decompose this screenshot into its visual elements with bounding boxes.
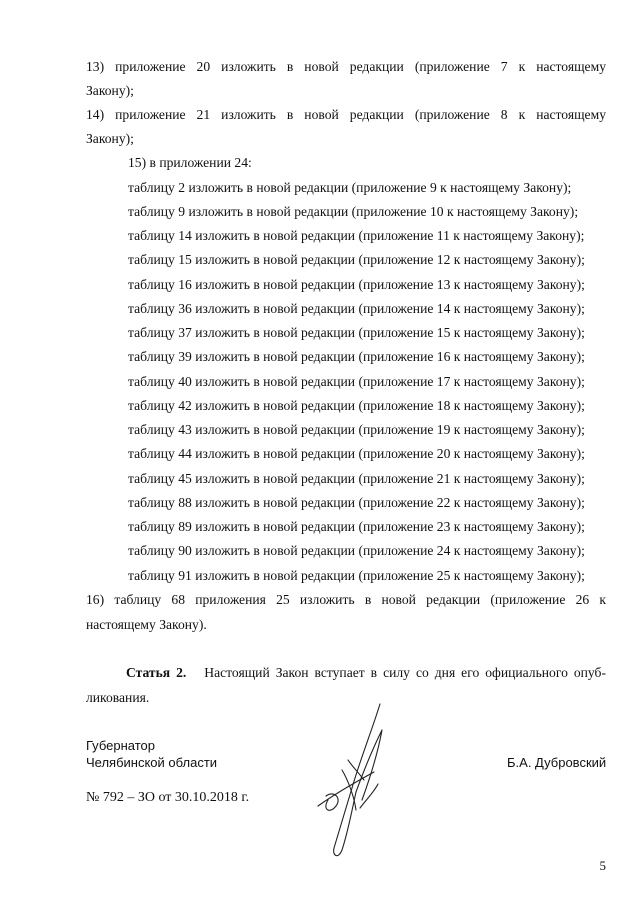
table-line: таблицу 36 изложить в новой редакции (приложение 14 к настоящему Закону);: [128, 301, 585, 316]
table-line: таблицу 44 изложить в новой редакции (приложение 20 к настоящему Закону);: [128, 446, 585, 461]
table-line: таблицу 88 изложить в новой редакции (приложение 22 к настоящему Закону);: [128, 495, 585, 510]
item-16-line1: 16) таблицу 68 приложения 25 изложить в новой редакции (приложение 26 к: [86, 592, 606, 607]
item-13-line2: Закону);: [86, 83, 134, 98]
table-line: таблицу 89 изложить в новой редакции (приложение 23 к настоящему Закону);: [128, 519, 585, 534]
page-number: 5: [599, 858, 606, 873]
item-15: 15) в приложении 24:: [128, 155, 252, 170]
table-line: таблицу 37 изложить в новой редакции (приложение 15 к настоящему Закону);: [128, 325, 585, 340]
table-line: таблицу 40 изложить в новой редакции (приложение 17 к настоящему Закону);: [128, 374, 585, 389]
table-line: таблицу 39 изложить в новой редакции (приложение 16 к настоящему Закону);: [128, 349, 585, 364]
item-14-line2: Закону);: [86, 131, 134, 146]
table-line: таблицу 14 изложить в новой редакции (приложение 11 к настоящему Закону);: [128, 228, 585, 243]
table-line: таблицу 15 изложить в новой редакции (приложение 12 к настоящему Закону);: [128, 252, 585, 267]
item-16-line2: настоящему Закону).: [86, 617, 207, 632]
table-line: таблицу 45 изложить в новой редакции (приложение 21 к настоящему Закону);: [128, 471, 585, 486]
article-2-label: Статья 2.: [126, 665, 187, 680]
governor-title-line1: Губернатор: [86, 738, 155, 753]
table-line: таблицу 90 изложить в новой редакции (приложение 24 к настоящему Закону);: [128, 543, 585, 558]
table-line: таблицу 2 изложить в новой редакции (приложение 9 к настоящему Закону);: [128, 180, 572, 195]
handwritten-signature: [312, 700, 392, 865]
article-2-line1: [86, 665, 606, 681]
table-line: таблицу 43 изложить в новой редакции (приложение 19 к настоящему Закону);: [128, 422, 585, 437]
table-line: таблицу 16 изложить в новой редакции (приложение 13 к настоящему Закону);: [128, 277, 585, 292]
table-line: таблицу 42 изложить в новой редакции (приложение 18 к настоящему Закону);: [128, 398, 585, 413]
item-13-line1: 13) приложение 20 изложить в новой редакции (приложение 7 к настоящему: [86, 59, 606, 74]
article-2-line2: ликования.: [86, 690, 150, 705]
table-line: таблицу 9 изложить в новой редакции (приложение 10 к настоящему Закону);: [128, 204, 579, 219]
law-number: № 792 – ЗО от 30.10.2018 г.: [86, 790, 250, 805]
governor-title-line2: Челябинской области: [86, 755, 218, 770]
governor-name: Б.А. Дубровский: [507, 755, 607, 770]
article-2-text: Настоящий Закон вступает в силу со дня его официального опуб-: [204, 665, 606, 680]
table-line: таблицу 91 изложить в новой редакции (приложение 25 к настоящему Закону);: [128, 568, 585, 583]
item-14-line1: 14) приложение 21 изложить в новой редакции (приложение 8 к настоящему: [86, 107, 606, 122]
